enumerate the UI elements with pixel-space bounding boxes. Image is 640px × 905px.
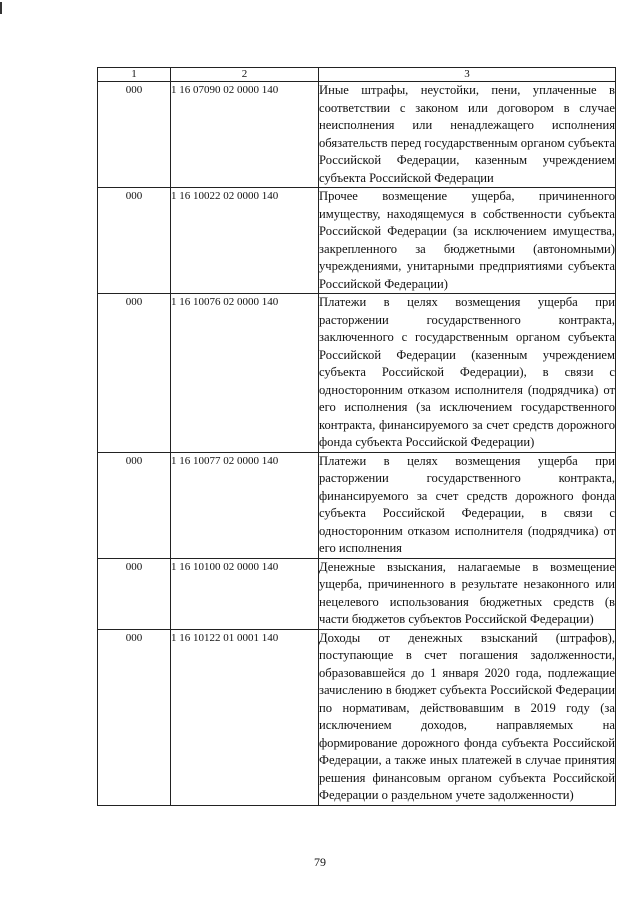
table-row — [98, 188, 616, 294]
description-cell: Платежи в целях возмещения ущерба при расторжении государственного контракта, финансируемого за счет средств дорожного фонда субъекта Российской Федерации, в связи с односторонним отказом исполнителя (подрядчика) от его исполнения — [319, 452, 616, 558]
budget-code-cell: 1 16 07090 02 0000 140 — [171, 82, 319, 188]
description-cell: Платежи в целях возмещения ущерба при расторжении государственного контракта, заключенного с государственным органом субъекта Российской Федерации (казенным учреждением субъекта Российской Федерации), в связи с односторонним отказом исполнителя (подрядчика) от его исполнения (за исключением государственного контракта, финансируемого за счет средств дорожного фонда субъекта Российской Федерации) — [319, 294, 616, 453]
description-cell: Иные штрафы, неустойки, пени, уплаченные в соответствии с законом или договором в случае неисполнения или ненадлежащего исполнения обязательств перед государственным органом субъекта Российской Федерации, казенным учреждением субъекта Российской Федерации — [319, 82, 616, 188]
table-row — [98, 82, 616, 188]
budget-code-cell: 1 16 10122 01 0001 140 — [171, 629, 319, 805]
admin-code-cell: 000 — [98, 629, 171, 805]
header-col-1: 1 — [98, 68, 171, 82]
table-row — [98, 294, 616, 453]
budget-code-cell: 1 16 10022 02 0000 140 — [171, 188, 319, 294]
description-cell: Денежные взыскания, налагаемые в возмещение ущерба, причиненного в результате незаконного или нецелевого использования бюджетных средств (в части бюджетов субъектов Российской Федерации) — [319, 558, 616, 629]
admin-code-cell: 000 — [98, 82, 171, 188]
admin-code-cell: 000 — [98, 188, 171, 294]
description-cell: Прочее возмещение ущерба, причиненного имуществу, находящемуся в собственности субъекта Российской Федерации (за исключением имущества, закрепленного за бюджетными (автономными) учреждениями, унитарными предприятиями субъекта Российской Федерации) — [319, 188, 616, 294]
table-row — [98, 629, 616, 805]
table-row — [98, 452, 616, 558]
admin-code-cell: 000 — [98, 452, 171, 558]
budget-code-cell: 1 16 10077 02 0000 140 — [171, 452, 319, 558]
page-number: 79 — [314, 855, 326, 869]
revenue-codes-table — [97, 67, 616, 806]
header-col-3: 3 — [319, 68, 616, 82]
table-row — [98, 558, 616, 629]
header-col-2: 2 — [171, 68, 319, 82]
admin-code-cell: 000 — [98, 294, 171, 453]
admin-code-cell: 000 — [98, 558, 171, 629]
budget-code-cell: 1 16 10100 02 0000 140 — [171, 558, 319, 629]
scan-edge-mark — [0, 2, 2, 14]
budget-code-cell: 1 16 10076 02 0000 140 — [171, 294, 319, 453]
description-cell: Доходы от денежных взысканий (штрафов), поступающие в счет погашения задолженности, образовавшейся до 1 января 2020 года, подлежащие зачислению в бюджет субъекта Российской Федерации по нормативам, действовавшим в 2019 году (за исключением доходов, направляемых на формирование дорожного фонда субъекта Российской Федерации, а также иных платежей в случае принятия решения финансовым органом субъекта Российской Федерации о раздельном учете задолженности) — [319, 629, 616, 805]
table-header-row — [98, 68, 616, 82]
